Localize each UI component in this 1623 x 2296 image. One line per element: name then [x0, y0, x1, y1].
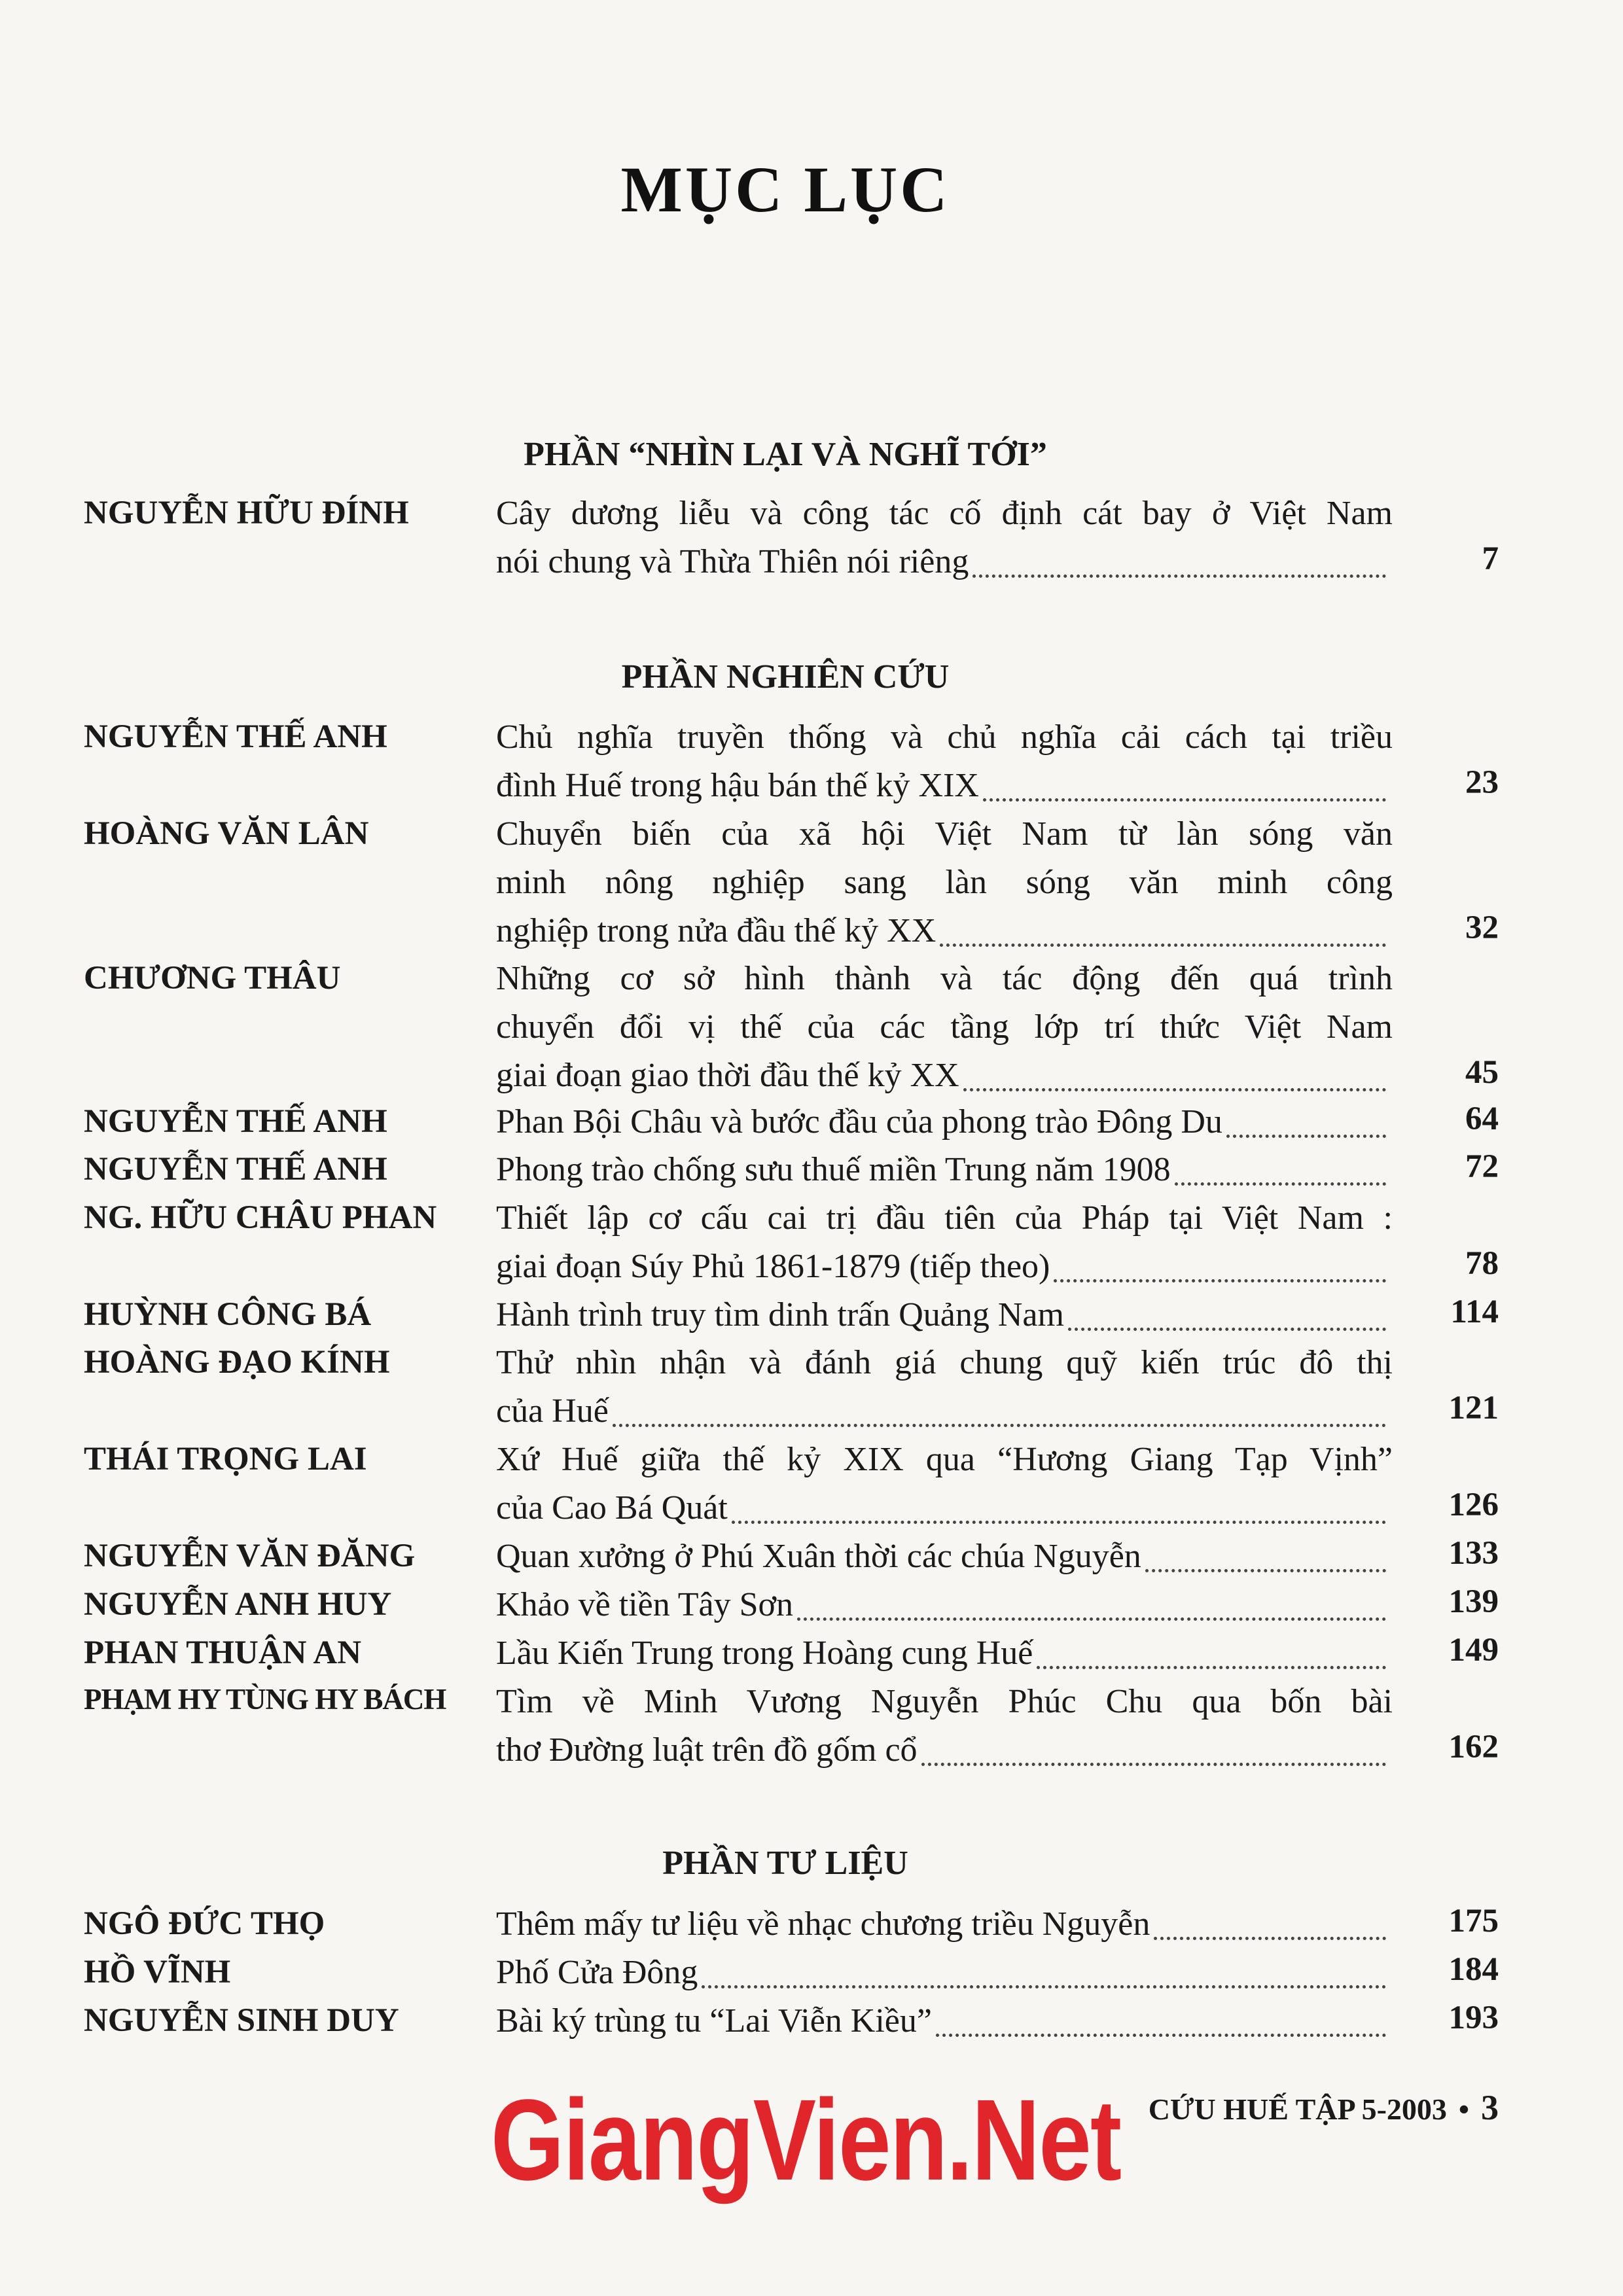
entry-title-line: Chuyển biến của xã hội Việt Nam từ làn sóng văn	[496, 815, 1393, 853]
dot-leader	[702, 1985, 1386, 1988]
entry-title-line: Thiết lập cơ cấu cai trị đầu tiên của Pháp tại Việt Nam :	[496, 1199, 1393, 1237]
entry-page-number: 121	[1448, 1390, 1499, 1426]
entry-title-line: nghiệp trong nửa đầu thế kỷ XX	[496, 912, 936, 949]
entry-page-number: 162	[1448, 1729, 1499, 1765]
entry-title-line: Phan Bội Châu và bước đầu của phong trào Đông Du	[496, 1103, 1222, 1140]
entry-author: NGUYỄN HỮU ĐÍNH	[84, 495, 409, 531]
entry-page-number: 149	[1448, 1632, 1499, 1669]
section-heading: PHẦN “NHÌN LẠI VÀ NGHĨ TỚI”	[524, 436, 1047, 473]
dot-leader	[1226, 1135, 1386, 1138]
entry-author: PHẠM HY TÙNG HY BÁCH	[84, 1683, 446, 1716]
dot-leader	[972, 574, 1386, 578]
entry-page-number: 175	[1448, 1903, 1499, 1939]
entry-title	[496, 1634, 1393, 1682]
entry-title	[496, 494, 1393, 591]
entry-page-number: 114	[1450, 1294, 1499, 1330]
entry-author: PHAN THUẬN AN	[84, 1634, 362, 1671]
entry-page-number: 32	[1465, 910, 1499, 946]
entry-page-number: 78	[1465, 1245, 1499, 1282]
entry-title	[496, 1343, 1393, 1440]
running-footer	[1132, 2087, 1499, 2128]
dot-leader	[1054, 1279, 1386, 1282]
entry-title-line: giai đoạn Súy Phủ 1861-1879 (tiếp theo)	[496, 1248, 1050, 1285]
entry-title	[496, 718, 1393, 815]
entry-author: NGUYỄN VĂN ĐĂNG	[84, 1538, 416, 1574]
entry-author: HUỲNH CÔNG BÁ	[84, 1296, 372, 1333]
entry-author: NGUYỄN THẾ ANH	[84, 1103, 387, 1140]
dot-leader	[940, 944, 1386, 947]
entry-title-line: Những cơ sở hình thành và tác động đến quá trình	[496, 960, 1393, 997]
entry-title-line: của Cao Bá Quát	[496, 1489, 728, 1527]
dot-leader	[1145, 1569, 1386, 1572]
section-heading: PHẦN NGHIÊN CỨU	[621, 658, 950, 696]
entry-title	[496, 1905, 1393, 1953]
entry-title	[496, 1199, 1393, 1296]
entry-title-line: Bài ký trùng tu “Lai Viễn Kiều”	[496, 2002, 932, 2040]
entry-author: HOÀNG ĐẠO KÍNH	[84, 1344, 390, 1381]
entry-author: THÁI TRỌNG LAI	[84, 1441, 367, 1477]
dot-leader	[613, 1424, 1386, 1427]
entry-page-number: 7	[1482, 540, 1499, 577]
dot-leader	[797, 1617, 1386, 1621]
entry-title-line: Hành trình truy tìm dinh trấn Quảng Nam	[496, 1296, 1064, 1333]
dot-leader	[732, 1521, 1386, 1524]
entry-title	[496, 1440, 1393, 1537]
dot-leader	[963, 1088, 1386, 1091]
entry-title-line: Phố Cửa Đông	[496, 1954, 698, 1991]
entry-author: NGÔ ĐỨC THỌ	[84, 1905, 325, 1942]
entry-title-line: đình Huế trong hậu bán thế kỷ XIX	[496, 767, 979, 804]
entry-title-line: nói chung và Thừa Thiên nói riêng	[496, 543, 969, 580]
entry-page-number: 64	[1465, 1101, 1499, 1137]
entry-title-line: Xứ Huế giữa thế kỷ XIX qua “Hương Giang Tạp Vịnh”	[496, 1441, 1393, 1478]
entry-title-line: minh nông nghiệp sang làn sóng văn minh công	[496, 864, 1393, 901]
entry-title-line: Lầu Kiến Trung trong Hoàng cung Huế	[496, 1634, 1033, 1672]
section-heading: PHẦN TƯ LIỆU	[662, 1845, 908, 1882]
entry-title-line: Cây dương liễu và công tác cố định cát bay ở Việt Nam	[496, 495, 1393, 532]
entry-title-line: Tìm về Minh Vương Nguyễn Phúc Chu qua bốn bài	[496, 1683, 1393, 1720]
entry-title	[496, 1953, 1393, 2002]
dot-leader	[1037, 1666, 1386, 1669]
entry-title-line: Phong trào chống sưu thuế miền Trung năm 1908	[496, 1151, 1171, 1188]
entry-title-line: thơ Đường luật trên đồ gốm cổ	[496, 1731, 918, 1769]
entry-title-line: Thử nhìn nhận và đánh giá chung quỹ kiến trúc đô thị	[496, 1344, 1393, 1381]
entry-title	[496, 1537, 1393, 1585]
entry-author: CHƯƠNG THÂU	[84, 960, 341, 997]
footer-journal-label: CỨU HUẾ TẬP 5-2003	[1148, 2093, 1447, 2126]
entry-title	[496, 1150, 1393, 1199]
entry-page-number: 133	[1448, 1535, 1499, 1572]
footer-bullet: •	[1458, 2093, 1469, 2126]
entry-title	[496, 1682, 1393, 1779]
entry-title-line: Khảo về tiền Tây Sơn	[496, 1586, 794, 1623]
entry-page-number: 139	[1448, 1583, 1499, 1620]
entry-title	[496, 815, 1393, 960]
entry-title	[496, 1103, 1393, 1151]
entry-page-number: 193	[1448, 2000, 1499, 2036]
entry-author: HOÀNG VĂN LÂN	[84, 815, 369, 852]
entry-title-line: giai đoạn giao thời đầu thế kỷ XX	[496, 1057, 959, 1094]
entry-title-line: của Huế	[496, 1392, 609, 1430]
entry-page-number: 45	[1465, 1054, 1499, 1091]
entry-author: NG. HỮU CHÂU PHAN	[84, 1199, 437, 1236]
entry-title	[496, 959, 1393, 1104]
entry-author: NGUYỄN THẾ ANH	[84, 718, 387, 755]
entry-author: NGUYỄN THẾ ANH	[84, 1151, 387, 1188]
entry-author: NGUYỄN SINH DUY	[84, 2002, 399, 2039]
entry-page-number: 184	[1448, 1951, 1499, 1988]
dot-leader	[1068, 1328, 1386, 1331]
entry-title-line: Quan xưởng ở Phú Xuân thời các chúa Nguyễn	[496, 1538, 1141, 1575]
dot-leader	[1154, 1937, 1386, 1940]
page-title: MỤC LỤC	[620, 153, 950, 226]
entry-page-number: 23	[1465, 764, 1499, 801]
dot-leader	[983, 798, 1386, 802]
dot-leader	[1175, 1182, 1386, 1186]
entry-title-line: chuyển đổi vị thế của các tầng lớp trí thức Việt Nam	[496, 1008, 1393, 1046]
entry-page-number: 72	[1465, 1148, 1499, 1185]
entry-title-line: Thêm mấy tư liệu về nhạc chương triều Nguyễn	[496, 1905, 1150, 1943]
entry-page-number: 126	[1448, 1487, 1499, 1523]
dot-leader	[921, 1763, 1386, 1766]
watermark-logo: GiangVien.Net	[491, 2076, 1121, 2204]
dot-leader	[936, 2034, 1386, 2037]
entry-author: NGUYỄN ANH HUY	[84, 1586, 392, 1623]
entry-title-line: Chủ nghĩa truyền thống và chủ nghĩa cải cách tại triều	[496, 718, 1393, 756]
entry-title	[496, 1585, 1393, 1634]
entry-author: HỒ VĨNH	[84, 1954, 231, 1990]
entry-title	[496, 2002, 1393, 2050]
entry-title	[496, 1296, 1393, 1344]
footer-page-number: 3	[1481, 2088, 1499, 2127]
